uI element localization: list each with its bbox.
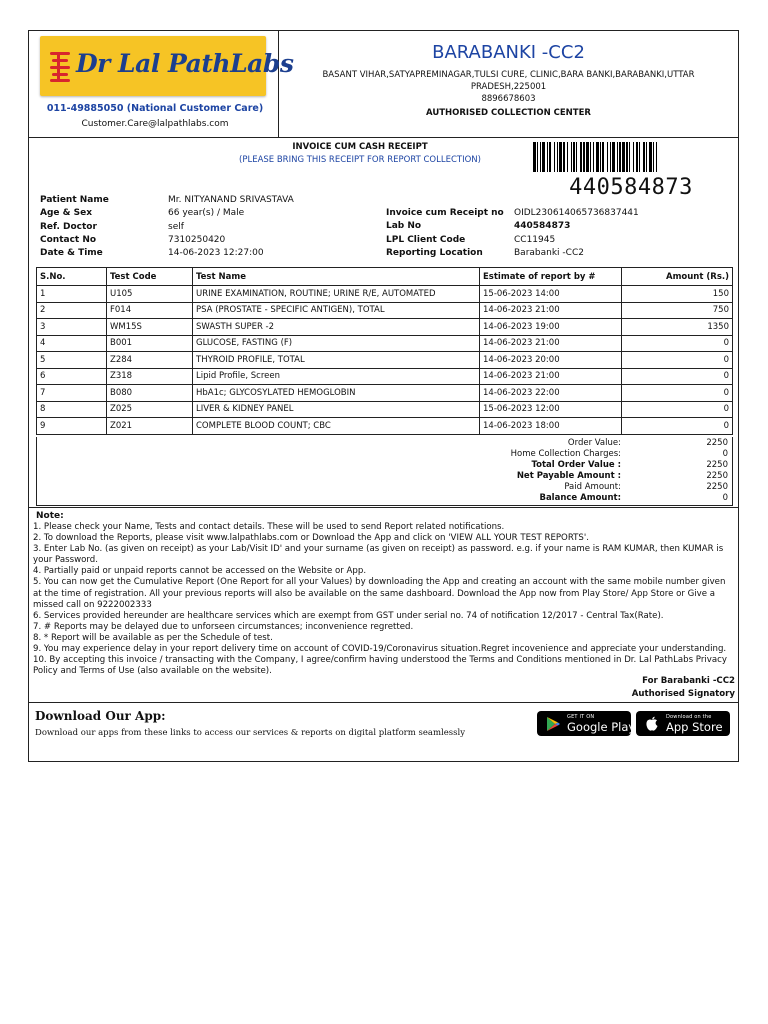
- note-item: 1. Please check your Name, Tests and contact details. These will be used to send Report related notifications.: [33, 522, 505, 532]
- receipt-subtitle: (PLEASE BRING THIS RECEIPT FOR REPORT COLLECTION): [239, 155, 481, 165]
- invoice-field-value: CC11945: [514, 234, 556, 245]
- table-row: [37, 335, 733, 352]
- app-section-title: Download Our App:: [35, 709, 166, 723]
- table-cell: URINE EXAMINATION, ROUTINE; URINE R/E, AUTOMATED: [193, 286, 480, 303]
- table-cell: 15-06-2023 12:00: [480, 401, 622, 418]
- signatory-title: Authorised Signatory: [631, 689, 735, 699]
- table-cell: 14-06-2023 22:00: [480, 385, 622, 402]
- google-play-button[interactable]: [537, 711, 636, 736]
- customer-care-phone[interactable]: 011-49885050 (National Customer Care): [46, 103, 264, 114]
- apple-icon: [645, 716, 659, 732]
- total-value: 2250: [706, 438, 728, 448]
- invoice-field-label: LPL Client Code: [386, 234, 466, 245]
- patient-field-label: Date & Time: [40, 248, 103, 259]
- table-cell: 9: [37, 418, 107, 435]
- total-label: Balance Amount:: [539, 492, 621, 503]
- app-store-big-text: App Store: [666, 720, 723, 734]
- col-test-name: Test Name: [193, 268, 480, 286]
- total-value: 2250: [706, 470, 728, 481]
- table-cell: Z021: [107, 418, 193, 435]
- receipt-title: INVOICE CUM CASH RECEIPT: [292, 142, 428, 152]
- table-cell: WM15S: [107, 319, 193, 336]
- patient-field-label: Contact No: [40, 234, 97, 245]
- invoice-field-value: OIDL230614065736837441: [514, 208, 639, 218]
- lab-logo: [40, 36, 294, 96]
- table-cell: 8: [37, 401, 107, 418]
- helix-logo-icon: [48, 50, 72, 84]
- table-cell: HbA1c; GLYCOSYLATED HEMOGLOBIN: [193, 385, 480, 402]
- total-value: 0: [722, 448, 728, 459]
- patient-field-value: 7310250420: [168, 234, 226, 245]
- table-cell: 0: [622, 368, 733, 385]
- barcode: [533, 142, 729, 172]
- patient-field-label: Patient Name: [40, 195, 109, 205]
- center-phone: 8896678603: [481, 94, 536, 104]
- notes-list: [33, 522, 736, 677]
- col-estimate: Estimate of report by #: [480, 268, 622, 286]
- signatory-for: For Barabanki -CC2: [642, 676, 735, 686]
- note-item: 4. Partially paid or unpaid reports cannot be accessed on the Website or App.: [33, 566, 367, 577]
- note-item: 5. You can now get the Cumulative Report (One Report for all your Values) by downloading the App and creating an account with the same mobile number given at the time of registration. All your previous reports will also be available on the same dashboard. Download the App now from Play Store/ App Store or Give a missed call on 9222002333: [33, 577, 726, 610]
- table-cell: 0: [622, 401, 733, 418]
- table-cell: 14-06-2023 21:00: [480, 335, 622, 352]
- table-cell: 14-06-2023 21:00: [480, 368, 622, 385]
- col-sno: S.No.: [37, 268, 107, 286]
- notes-divider-top: [28, 507, 739, 508]
- total-value: 2250: [706, 459, 728, 470]
- table-cell: B001: [107, 335, 193, 352]
- table-cell: 0: [622, 385, 733, 402]
- app-store-button[interactable]: [636, 711, 730, 736]
- note-item: 2. To download the Reports, please visit www.lalpathlabs.com or Download the App and click on 'VIEW ALL YOUR TEST REPORTS'.: [33, 533, 589, 544]
- table-cell: 150: [622, 286, 733, 303]
- table-cell: 3: [37, 319, 107, 336]
- note-item: 9. You may experience delay in your report delivery time on account of COVID-19/Coronavirus situation.Regret incovenience and appreciate your understanding.: [33, 644, 727, 655]
- app-section-description: Download our apps from these links to access our services & reports on digital platform seamlessly: [35, 728, 466, 738]
- google-play-big-text: Google Play: [567, 720, 636, 734]
- table-cell: 14-06-2023 18:00: [480, 418, 622, 435]
- table-cell: COMPLETE BLOOD COUNT; CBC: [193, 418, 480, 435]
- total-label: Net Payable Amount :: [516, 470, 621, 481]
- google-play-small-text: GET IT ON: [567, 714, 595, 720]
- total-value: 2250: [706, 481, 728, 492]
- table-row: [37, 418, 733, 435]
- barcode-number: 440584873: [569, 175, 693, 200]
- table-cell: 4: [37, 335, 107, 352]
- total-label: Order Value:: [567, 438, 621, 448]
- table-cell: Z318: [107, 368, 193, 385]
- notes-heading: Note:: [36, 511, 64, 521]
- table-cell: Z025: [107, 401, 193, 418]
- table-cell: 14-06-2023 20:00: [480, 352, 622, 369]
- table-cell: Lipid Profile, Screen: [193, 368, 480, 385]
- logo-text: Dr Lal PathLabs: [76, 49, 294, 78]
- table-cell: 14-06-2023 19:00: [480, 319, 622, 336]
- table-row: [37, 286, 733, 303]
- col-amount: Amount (Rs.): [622, 268, 733, 286]
- note-item: 10. By accepting this invoice / transacting with the Company, I agree/confirm having understood the Terms and Conditions mentioned in Dr. Lal PathLabs Privacy Policy and Terms of Use (also available on the website).: [33, 655, 727, 677]
- center-address: BASANT VIHAR,SATYAPREMINAGAR,TULSI CURE, CLINIC,BARA BANKI,BARABANKI,UTTAR PRADESH,225001: [322, 70, 695, 92]
- table-row: [37, 302, 733, 319]
- table-cell: 7: [37, 385, 107, 402]
- table-cell: U105: [107, 286, 193, 303]
- totals-block: [36, 437, 733, 506]
- table-row: [37, 319, 733, 336]
- table-cell: F014: [107, 302, 193, 319]
- table-row: [37, 385, 733, 402]
- patient-field-value: Mr. NITYANAND SRIVASTAVA: [168, 195, 294, 205]
- table-cell: LIVER & KIDNEY PANEL: [193, 401, 480, 418]
- table-cell: 15-06-2023 14:00: [480, 286, 622, 303]
- center-type: AUTHORISED COLLECTION CENTER: [426, 108, 591, 118]
- header-vertical-divider: [278, 30, 279, 137]
- patient-field-value: 14-06-2023 12:27:00: [168, 248, 264, 259]
- table-cell: 0: [622, 352, 733, 369]
- invoice-field-value: Barabanki -CC2: [514, 247, 584, 258]
- total-value: 0: [722, 492, 728, 503]
- note-item: 7. # Reports may be delayed due to unforseen circumstances; inconvenience regretted.: [33, 621, 414, 632]
- table-cell: 14-06-2023 21:00: [480, 302, 622, 319]
- total-label: Paid Amount:: [564, 481, 621, 492]
- total-label: Home Collection Charges:: [510, 448, 621, 459]
- table-cell: SWASTH SUPER -2: [193, 319, 480, 336]
- table-cell: 1: [37, 286, 107, 303]
- col-test-code: Test Code: [107, 268, 193, 286]
- invoice-field-value: 440584873: [514, 221, 571, 232]
- note-item: 3. Enter Lab No. (as given on receipt) as your Lab/Visit ID' and your surname (as given on receipt) as password. e.g. if your name is RAM KUMAR, then KUMAR is your Password.: [33, 544, 724, 566]
- table-header-row: [37, 268, 733, 286]
- tests-table: [36, 267, 733, 435]
- table-row: [37, 352, 733, 369]
- table-cell: B080: [107, 385, 193, 402]
- google-play-icon: [545, 716, 561, 732]
- note-item: 8. * Report will be available as per the Schedule of test.: [33, 632, 273, 643]
- customer-care-email[interactable]: Customer.Care@lalpathlabs.com: [81, 119, 229, 129]
- table-cell: Z284: [107, 352, 193, 369]
- header-divider: [28, 137, 739, 138]
- table-cell: 2: [37, 302, 107, 319]
- table-cell: GLUCOSE, FASTING (F): [193, 335, 480, 352]
- invoice-field-label: Reporting Location: [386, 247, 483, 258]
- invoice-field-label: Invoice cum Receipt no: [386, 208, 504, 218]
- table-cell: PSA (PROSTATE - SPECIFIC ANTIGEN), TOTAL: [193, 302, 480, 319]
- table-row: [37, 401, 733, 418]
- patient-field-value: 66 year(s) / Male: [168, 208, 245, 219]
- table-cell: 0: [622, 418, 733, 435]
- patient-field-label: Ref. Doctor: [40, 221, 97, 232]
- table-cell: THYROID PROFILE, TOTAL: [193, 352, 480, 369]
- app-store-small-text: Download on the: [666, 714, 712, 720]
- note-item: 6. Services provided hereunder are healthcare services which are exempt from GST under serial no. 74 of notification 12/2017 - Central Tax(Rate).: [33, 610, 664, 621]
- table-cell: 6: [37, 368, 107, 385]
- table-cell: 0: [622, 335, 733, 352]
- center-name: BARABANKI -CC2: [432, 42, 585, 63]
- app-divider: [28, 702, 739, 703]
- table-cell: 750: [622, 302, 733, 319]
- patient-field-label: Age & Sex: [40, 208, 93, 219]
- table-cell: 1350: [622, 319, 733, 336]
- total-label: Total Order Value :: [531, 459, 621, 470]
- invoice-field-label: Lab No: [386, 221, 422, 232]
- table-row: [37, 368, 733, 385]
- table-cell: 5: [37, 352, 107, 369]
- patient-field-value: self: [168, 221, 184, 232]
